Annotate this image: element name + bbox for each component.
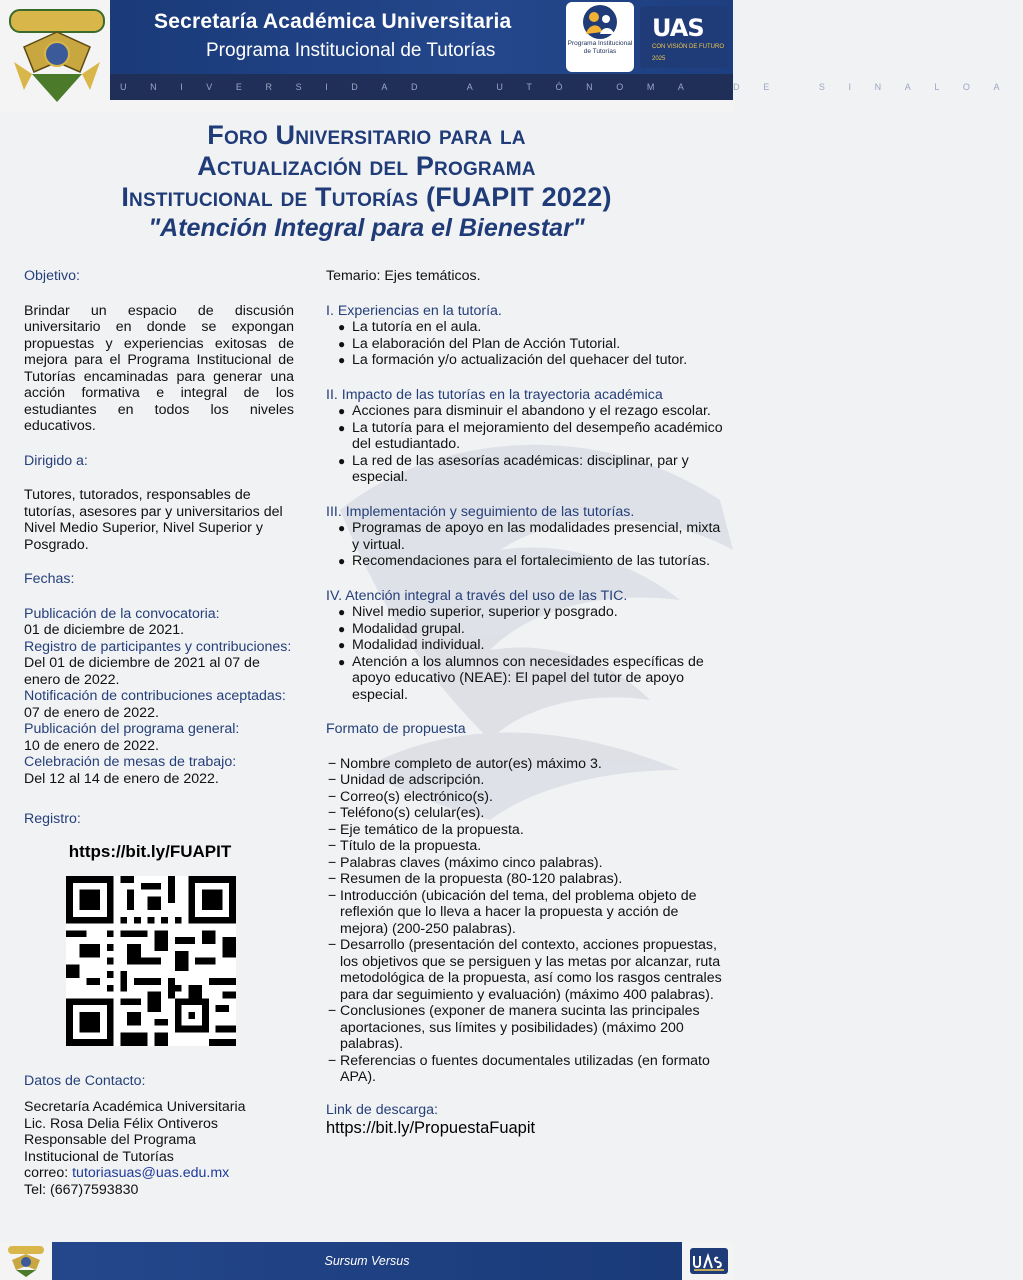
event-title <box>0 120 733 244</box>
correo-label: correo: <box>24 1165 73 1181</box>
uas-logo-text: UAS <box>652 14 704 42</box>
title-line-3: Institucional de Tutorías (FUAPIT 2022) <box>121 182 612 212</box>
fecha-value: Del 01 de diciembre de 2021 al 07 de enero de 2022. <box>24 655 260 688</box>
correo-line <box>24 1165 294 1182</box>
formato-item: − Conclusiones (exponer de manera sucinta las principales aportaciones, sus límites y posibilidades) (máximo 200 palabras). <box>328 1003 726 1053</box>
formato-item: − Palabras claves (máximo cinco palabras). <box>328 855 726 872</box>
dirigido-label: Dirigido a: <box>24 452 88 469</box>
fecha-value: 01 de diciembre de 2021. <box>24 622 185 638</box>
contacto-line: Lic. Rosa Delia Félix Ontiveros <box>24 1115 218 1132</box>
eje-title: II. Impacto de las tutorías en la trayectoria académica <box>326 386 663 403</box>
left-column <box>24 268 294 1198</box>
eje-block <box>326 504 726 570</box>
link-label: Link de descarga: <box>326 1101 438 1118</box>
contacto-line: Responsable del Programa <box>24 1132 196 1148</box>
banner-subtitle: Programa Institucional de Tutorías <box>206 40 496 61</box>
eje-item: ● Recomendaciones para el fortalecimiento de las tutorías. <box>338 553 726 570</box>
eje-item: ● Atención a los alumnos con necesidades específicas de apoyo educativo (NEAE): El papel del tutor de apoyo especial. <box>338 654 726 704</box>
formato-item: − Unidad de adscripción. <box>328 772 726 789</box>
eje-item: ● Acciones para disminuir el abandono y el rezago escolar. <box>338 403 726 420</box>
formato-item: − Correo(s) electrónico(s). <box>328 789 726 806</box>
contacto-label: Datos de Contacto: <box>24 1072 146 1089</box>
eje-block <box>326 303 726 369</box>
formato-item: − Teléfono(s) celular(es). <box>328 805 726 822</box>
registro-link[interactable]: https://bit.ly/FUAPIT <box>68 841 232 861</box>
email-link[interactable]: tutoriasuas@uas.edu.mx <box>72 1165 230 1181</box>
eje-title: I. Experiencias en la tutoría. <box>326 302 502 319</box>
contacto-line: Secretaría Académica Universitaria <box>24 1099 246 1115</box>
eje-block <box>326 387 726 486</box>
eje-item: ● La elaboración del Plan de Acción Tutorial. <box>338 336 726 353</box>
formato-item: − Título de la propuesta. <box>328 838 726 855</box>
eje-title: III. Implementación y seguimiento de las tutorías. <box>326 503 635 520</box>
eje-title: IV. Atención integral a través del uso de las TIC. <box>326 587 628 604</box>
uas-crest-icon <box>4 2 110 108</box>
uas-logo <box>640 6 728 68</box>
fecha-label: Publicación del programa general: <box>24 721 240 737</box>
footer-bar <box>52 1242 682 1280</box>
eje-item: ● Modalidad individual. <box>338 637 726 654</box>
fechas-list <box>24 606 294 788</box>
header <box>0 0 1023 112</box>
title-subtitle: "Atención Integral para el Bienestar" <box>148 214 585 242</box>
eje-item: ● Modalidad grupal. <box>338 621 726 638</box>
eje-item: ● La red de las asesorías académicas: disciplinar, par y especial. <box>338 453 726 486</box>
fecha-value: 10 de enero de 2022. <box>24 737 159 754</box>
qr-code-icon[interactable] <box>66 876 236 1046</box>
fecha-value: 07 de enero de 2022. <box>24 704 159 721</box>
formato-item: − Desarrollo (presentación del contexto, acciones propuestas, los objetivos que se persiguen y las metas por alcanzar, ruta metodológica de la propuesta, así como los rasgos centrales para dar seguimiento y evaluación) (máximo 400 palabras). <box>328 937 726 1003</box>
formato-label: Formato de propuesta <box>326 721 466 737</box>
fechas-label: Fechas: <box>24 571 75 587</box>
formato-list <box>328 756 726 1086</box>
fecha-label: Notificación de contribuciones aceptadas: <box>24 688 286 704</box>
uas-small-logo-icon <box>690 1248 728 1274</box>
formato-item: − Introducción (ubicación del tema, del problema objeto de reflexión que lo lleva a hacer la propuesta y acción de mejora) (200-250 palabras). <box>328 888 726 938</box>
formato-item: − Nombre completo de autor(es) máximo 3. <box>328 756 726 773</box>
objetivo-label: Objetivo: <box>24 268 80 284</box>
eje-item: ● Programas de apoyo en las modalidades presencial, mixta y virtual. <box>338 520 726 553</box>
fecha-label: Registro de participantes y contribuciones: <box>24 638 292 655</box>
eje-item: ● La tutoría para el mejoramiento del desempeño académico del estudiantado. <box>338 420 726 453</box>
right-column <box>326 268 726 1137</box>
download-link[interactable]: https://bit.ly/PropuestaFuapit <box>326 1119 536 1137</box>
pit-logo-text: Programa Institucional de Tutorías <box>567 40 633 55</box>
objetivo-text: Brindar un espacio de discusión universitario en donde se expongan propuestas y experiencias exitosas de mejora para el Programa Institucional de Tutorías encaminadas para generar una acción formativa e integral de los estudiantes en todos los niveles educativos. <box>24 302 294 434</box>
eje-block <box>326 588 726 704</box>
contacto-line: Institucional de Tutorías <box>24 1148 174 1165</box>
temario-label: Temario: Ejes temáticos. <box>326 268 481 284</box>
eje-item: ● La formación y/o actualización del quehacer del tutor. <box>338 352 726 369</box>
pit-logo-icon <box>580 4 620 40</box>
uas-crest-small-icon <box>4 1244 48 1278</box>
formato-item: − Eje temático de la propuesta. <box>328 822 726 839</box>
contacto-block <box>24 1099 294 1198</box>
eje-item: ● La tutoría en el aula. <box>338 319 726 336</box>
registro-label: Registro: <box>24 811 81 827</box>
fecha-value: Del 12 al 14 de enero de 2022. <box>24 770 219 787</box>
dirigido-text: Tutores, tutorados, responsables de tutorías, asesores par y universitarios del Nivel Medio Superior, Nivel Superior y Posgrado. <box>24 487 283 553</box>
uas-logo-year: 2025 <box>652 56 666 62</box>
title-line-1: Foro Universitario para la <box>207 120 526 150</box>
university-strip: UNIVERSIDAD AUTÓNOMA DE SINALOA <box>110 74 733 100</box>
fecha-label: Celebración de mesas de trabajo: <box>24 754 237 770</box>
title-line-2: Actualización del Programa <box>197 151 536 181</box>
uas-logo-subtext: CON VISIÓN DE FUTURO <box>652 44 725 50</box>
eje-item: ● Nivel medio superior, superior y posgrado. <box>338 604 726 621</box>
banner-title: Secretaría Académica Universitaria <box>154 10 512 33</box>
pit-logo <box>566 2 634 72</box>
telefono-line: Tel: (667)7593830 <box>24 1181 139 1198</box>
formato-item: − Referencias o fuentes documentales utilizadas (en formato APA). <box>328 1053 726 1086</box>
fecha-label: Publicación de la convocatoria: <box>24 605 220 622</box>
formato-item: − Resumen de la propuesta (80-120 palabras). <box>328 871 726 888</box>
footer-motto: Sursum Versus <box>324 1254 410 1268</box>
